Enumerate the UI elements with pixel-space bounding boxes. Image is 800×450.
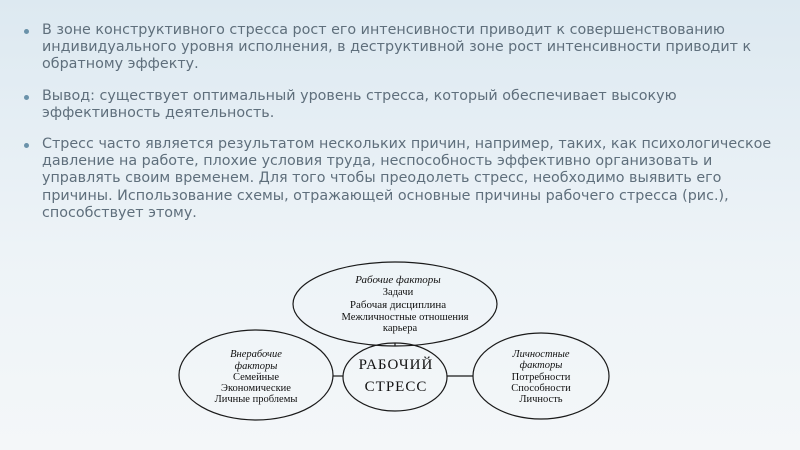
top-factor-item: Межличностные отношения — [341, 312, 469, 323]
top-factors-title: Рабочие факторы — [355, 274, 441, 286]
left-factor-item: Экономические — [221, 383, 291, 394]
center-label-line2: СТРЕСС — [364, 379, 428, 395]
bullet-text: В зоне конструктивного стресса рост его интенсивности приводит к совершенствованию индивидуального уровня исполнения, в деструктивной зоне рост интенсивности приводит к обратному эффекту. — [42, 22, 752, 73]
bullet-text: Вывод: существует оптимальный уровень стресса, который обеспечивает высокую эффективность деятельность. — [42, 87, 677, 121]
top-factor-item: Задачи — [382, 287, 414, 298]
left-factor-item: Семейные — [232, 372, 280, 383]
right-factor-item: Личность — [519, 394, 563, 405]
bullet-text: Стресс часто является результатом нескольких причин, например, таких, как психологическое давление на работе, плохие условия труда, неспособность эффективно организовать и управлять своим временем. Для того чтобы преодолеть стресс, необходимо выявить его причины. Использование схемы, отражающей основные причины рабочего стресса (рис.), способствует этому. — [42, 136, 772, 221]
right-factor-item: Способности — [511, 383, 571, 394]
center-label-line1: РАБОЧИЙ — [358, 357, 434, 373]
left-factor-item: Личные проблемы — [214, 394, 298, 405]
right-factors-title-line1: Личностные — [512, 349, 570, 360]
left-factors-title-line2: факторы — [234, 361, 278, 372]
top-factor-item: карьера — [382, 323, 418, 334]
top-factor-item: Рабочая дисциплина — [349, 299, 447, 311]
right-factors-title-line2: факторы — [519, 360, 563, 371]
right-factor-item: Потребности — [511, 372, 571, 383]
left-factors-title-line1: Внерабочие — [230, 349, 282, 360]
center-ellipse — [343, 343, 447, 411]
